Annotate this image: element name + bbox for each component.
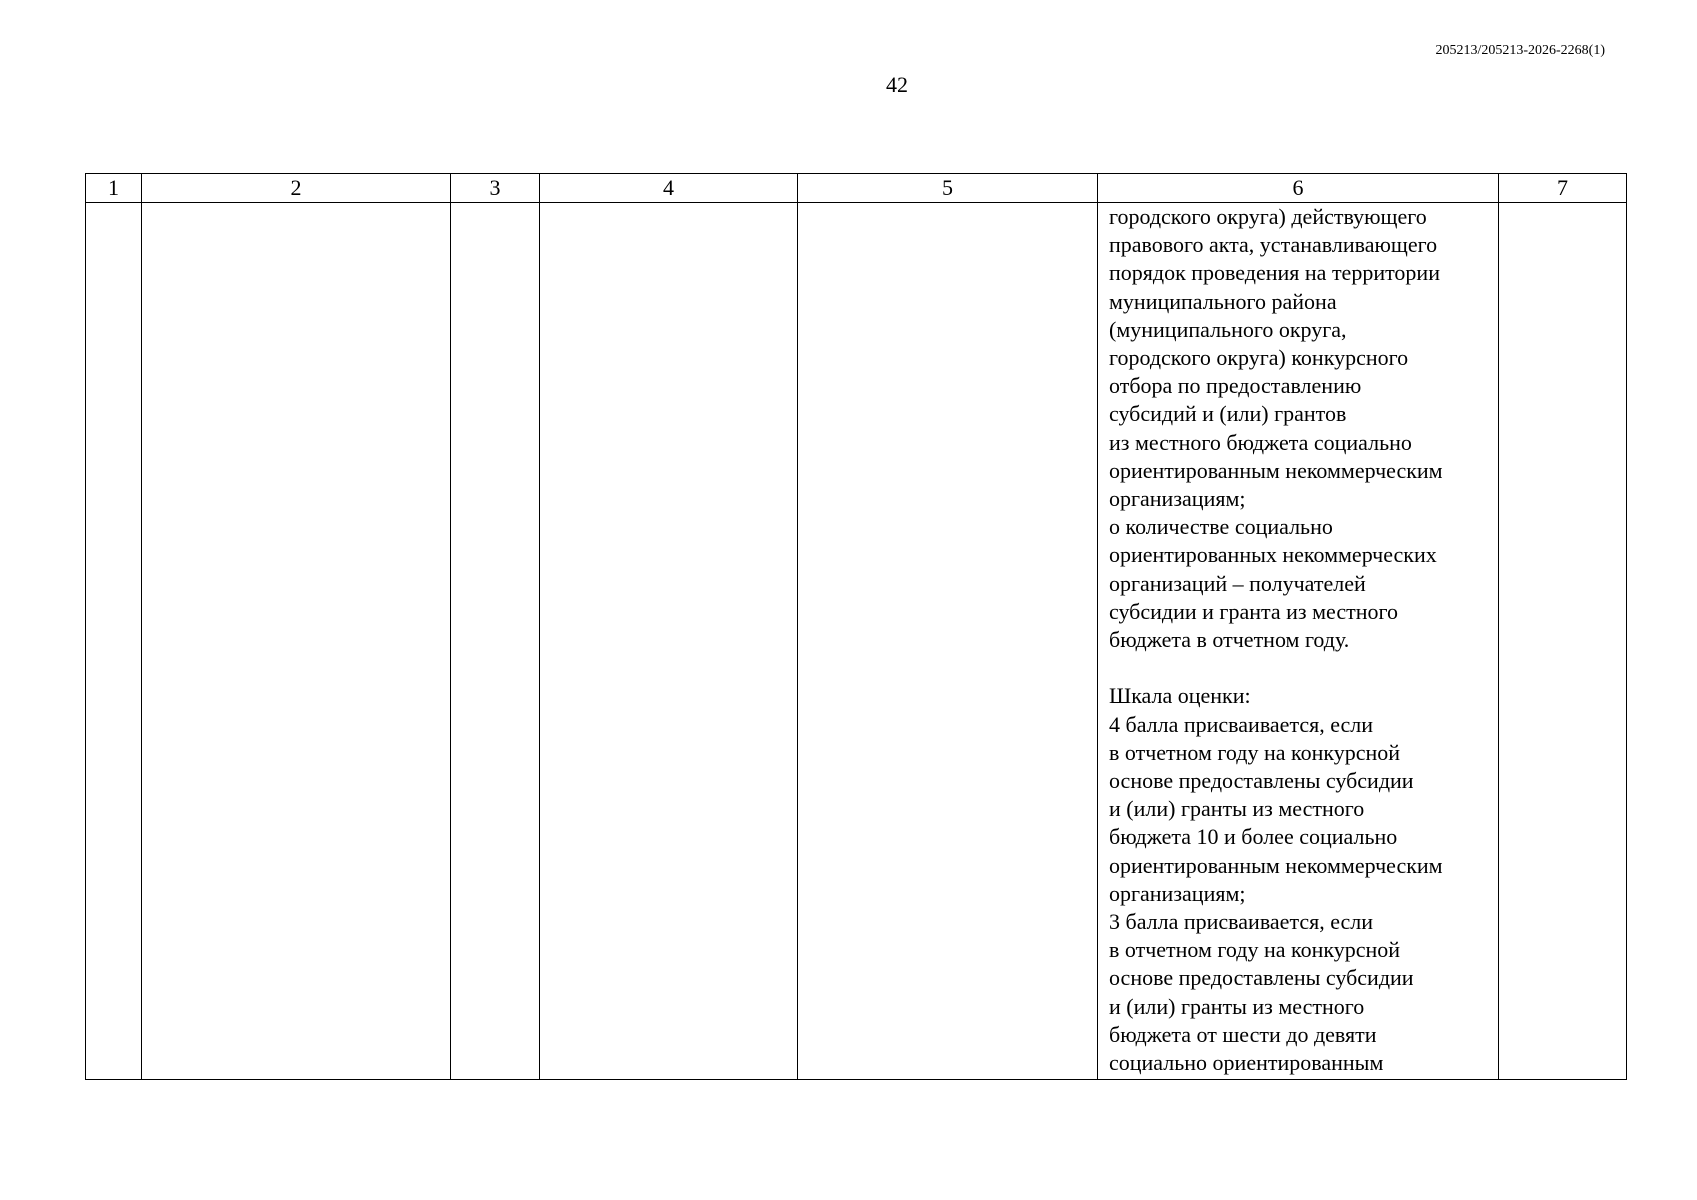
document-id: 205213/205213-2026-2268(1) — [1435, 43, 1605, 58]
cell-text-line: правового акта, устанавливающего — [1109, 232, 1438, 258]
cell-text-line: городского округа) действующего — [1109, 204, 1427, 229]
cell-text-line: организаций – получателей — [1109, 570, 1366, 596]
cell-column-6 — [1098, 203, 1499, 1080]
cell-column-3 — [451, 203, 540, 1080]
cell-column-4 — [540, 203, 798, 1080]
cell-text-line: бюджета 10 и более социально — [1109, 824, 1398, 850]
cell-text-line: и (или) гранты из местного — [1109, 993, 1365, 1019]
column-number-header-row — [86, 174, 1627, 203]
cell-text-line: бюджета в отчетном году. — [1109, 627, 1350, 653]
cell-text-line: (муниципального округа, — [1109, 316, 1347, 342]
cell-text-line: ориентированным некоммерческим — [1109, 852, 1443, 878]
main-table — [85, 173, 1627, 1080]
column-header-2: 2 — [142, 174, 451, 203]
column-header-6: 6 — [1098, 174, 1499, 203]
column-header-4: 4 — [540, 174, 798, 203]
cell-text-line: организациям; — [1109, 486, 1246, 512]
cell-text-line: основе предоставлены субсидии — [1109, 768, 1414, 794]
cell-column-2 — [142, 203, 451, 1080]
cell-column-5 — [798, 203, 1098, 1080]
cell-text-line: отбора по предоставлению — [1109, 373, 1362, 399]
cell-text-line: Шкала оценки: — [1109, 683, 1251, 709]
column-header-7: 7 — [1499, 174, 1627, 203]
cell-text-line: и (или) гранты из местного — [1109, 796, 1365, 822]
cell-text-line: организациям; — [1109, 880, 1246, 906]
cell-text-line: ориентированных некоммерческих — [1109, 542, 1437, 568]
cell-text-line: в отчетном году на конкурсной — [1109, 937, 1401, 963]
cell-text-line: порядок проведения на территории — [1109, 260, 1440, 286]
cell-text-line: в отчетном году на конкурсной — [1109, 739, 1401, 765]
cell-text-line: 3 балла присваивается, если — [1109, 909, 1374, 935]
cell-text-line: городского округа) конкурсного — [1109, 345, 1409, 371]
cell-text-line: субсидий и (или) грантов — [1109, 401, 1347, 427]
table-row — [86, 203, 1627, 1080]
cell-text-line: ориентированным некоммерческим — [1109, 457, 1443, 483]
cell-text-line: бюджета от шести до девяти — [1109, 1021, 1377, 1047]
cell-text-line: субсидии и гранта из местного — [1109, 598, 1398, 624]
column-header-3: 3 — [451, 174, 540, 203]
cell-text-line: о количестве социально — [1109, 514, 1333, 540]
cell-text-line: муниципального района — [1109, 288, 1337, 314]
cell-column-7 — [1499, 203, 1627, 1080]
cell-column-1 — [86, 203, 142, 1080]
cell-text-line: основе предоставлены субсидии — [1109, 965, 1414, 991]
cell-text-line: 4 балла присваивается, если — [1109, 711, 1374, 737]
cell-text-line: из местного бюджета социально — [1109, 429, 1412, 455]
column-header-1: 1 — [86, 174, 142, 203]
cell-blank-line — [1109, 654, 1490, 682]
cell-text-line: социально ориентированным — [1109, 1050, 1384, 1076]
column-header-5: 5 — [798, 174, 1098, 203]
page-number: 42 — [886, 72, 908, 97]
